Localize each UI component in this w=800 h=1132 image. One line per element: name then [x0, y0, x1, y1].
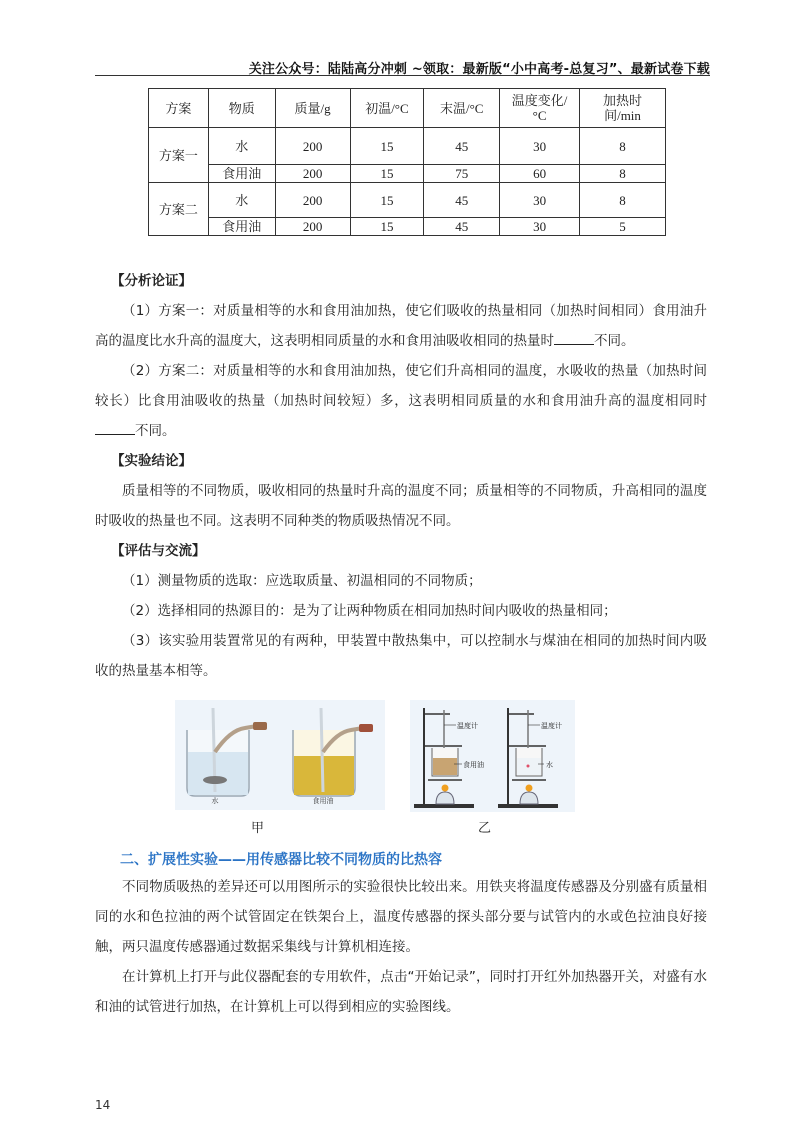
extension-paragraph-1: 不同物质吸热的差异还可以用图所示的实验很快比较出来。用铁夹将温度传感器及分别盛有质量相同的水和色拉油的两个试管固定在铁架台上，温度传感器的探头部分要与试管内的水或色拉油良好接触，两只温度传感器通过数据采集线与计算机相连接。 [95, 879, 707, 955]
column-header: 初温/°C [350, 89, 424, 128]
table-cell: 水 [208, 128, 275, 165]
analysis-section [95, 266, 707, 686]
table-cell: 45 [424, 183, 500, 218]
column-header: 方案 [149, 89, 209, 128]
evaluation-item: （2）选择相同的热源目的：是为了让两种物质在相同加热时间内吸收的热量相同； [122, 603, 617, 619]
column-header: 加热时间/min [580, 89, 666, 128]
table-cell: 15 [350, 128, 424, 165]
extension-section-title: 二、扩展性实验——用传感器比较不同物质的比热容 [120, 852, 442, 868]
table-cell: 30 [500, 218, 580, 236]
column-header: 质量/g [275, 89, 350, 128]
table-cell: 60 [500, 165, 580, 183]
column-header: 末温/°C [424, 89, 500, 128]
beaker-oil-label: 食用油 [312, 797, 334, 805]
table-cell: 30 [500, 183, 580, 218]
oil-label: 食用油 [463, 761, 484, 769]
table-cell: 200 [275, 128, 350, 165]
table-cell: 5 [580, 218, 666, 236]
evaluation-item: （1）测量物质的选取：应选取质量、初温相同的不同物质； [122, 573, 482, 589]
fill-blank [95, 420, 135, 435]
analysis-paragraph-2: （2）方案二：对质量相等的水和食用油加热，使它们升高相同的温度，水吸收的热量（加热时间较长）比食用油吸收的热量（加热时间较短）多，这表明相同质量的水和食用油升高的温度相同时不同。 [95, 363, 707, 439]
extension-section [95, 872, 707, 1022]
table-row [149, 183, 666, 218]
table-cell: 水 [208, 183, 275, 218]
figure-yi-stands [410, 700, 575, 812]
table-cell: 8 [580, 128, 666, 165]
table-cell: 45 [424, 128, 500, 165]
table-cell: 45 [424, 218, 500, 236]
table-cell: 15 [350, 165, 424, 183]
table-cell: 食用油 [208, 165, 275, 183]
beaker-water-label: 水 [211, 797, 219, 805]
evaluation-heading: 【评估与交流】 [111, 543, 206, 559]
table-cell: 30 [500, 128, 580, 165]
thermometer-label: 温度计 [457, 722, 478, 730]
table-cell: 75 [424, 165, 500, 183]
table-cell: 8 [580, 165, 666, 183]
thermometer-label: 温度计 [541, 722, 562, 730]
table-row [149, 128, 666, 165]
table-cell: 15 [350, 183, 424, 218]
table-header-row [149, 89, 666, 128]
extension-paragraph-2: 在计算机上打开与此仪器配套的专用软件，点击“开始记录”，同时打开红外加热器开关，对盛有水和油的试管进行加热，在计算机上可以得到相应的实验图线。 [95, 969, 707, 1015]
table-cell: 200 [275, 165, 350, 183]
plan-name-cell: 方案一 [149, 128, 209, 183]
figure-jia-label: 甲 [251, 821, 265, 836]
plan-name-cell: 方案二 [149, 183, 209, 236]
page-number: 14 [95, 1098, 111, 1112]
table-row [149, 218, 666, 236]
header-divider [95, 75, 710, 76]
column-header: 物质 [208, 89, 275, 128]
analysis-heading: 【分析论证】 [111, 273, 192, 289]
figure-jia-beakers [175, 700, 385, 810]
water-label: 水 [546, 761, 553, 769]
column-header: 温度变化/°C [500, 89, 580, 128]
table-cell: 200 [275, 183, 350, 218]
table-cell: 8 [580, 183, 666, 218]
analysis-paragraph-1: （1）方案一：对质量相等的水和食用油加热，使它们吸收的热量相同（加热时间相同）食用油升高的温度比水升高的温度大，这表明相同质量的水和食用油吸收相同的热量时 不同。 [95, 303, 707, 349]
conclusion-heading: 【实验结论】 [111, 453, 192, 469]
conclusion-paragraph: 质量相等的不同物质，吸收相同的热量时升高的温度不同；质量相等的不同物质，升高相同的温度时吸收的热量也不同。这表明不同种类的物质吸热情况不同。 [95, 483, 707, 529]
figure-yi-label: 乙 [478, 821, 492, 836]
evaluation-item: （3）该实验用装置常见的有两种，甲装置中散热集中，可以控制水与煤油在相同的加热时间内吸收的热量基本相等。 [95, 633, 707, 679]
fill-blank [554, 330, 594, 345]
table-cell: 200 [275, 218, 350, 236]
table-row [149, 165, 666, 183]
table-cell: 15 [350, 218, 424, 236]
page-header: 关注公众号：陆陆高分冲刺 ~领取：最新版“小中高考-总复习”、最新试卷下载 [248, 62, 710, 77]
experiment-table [148, 88, 666, 236]
table-cell: 食用油 [208, 218, 275, 236]
